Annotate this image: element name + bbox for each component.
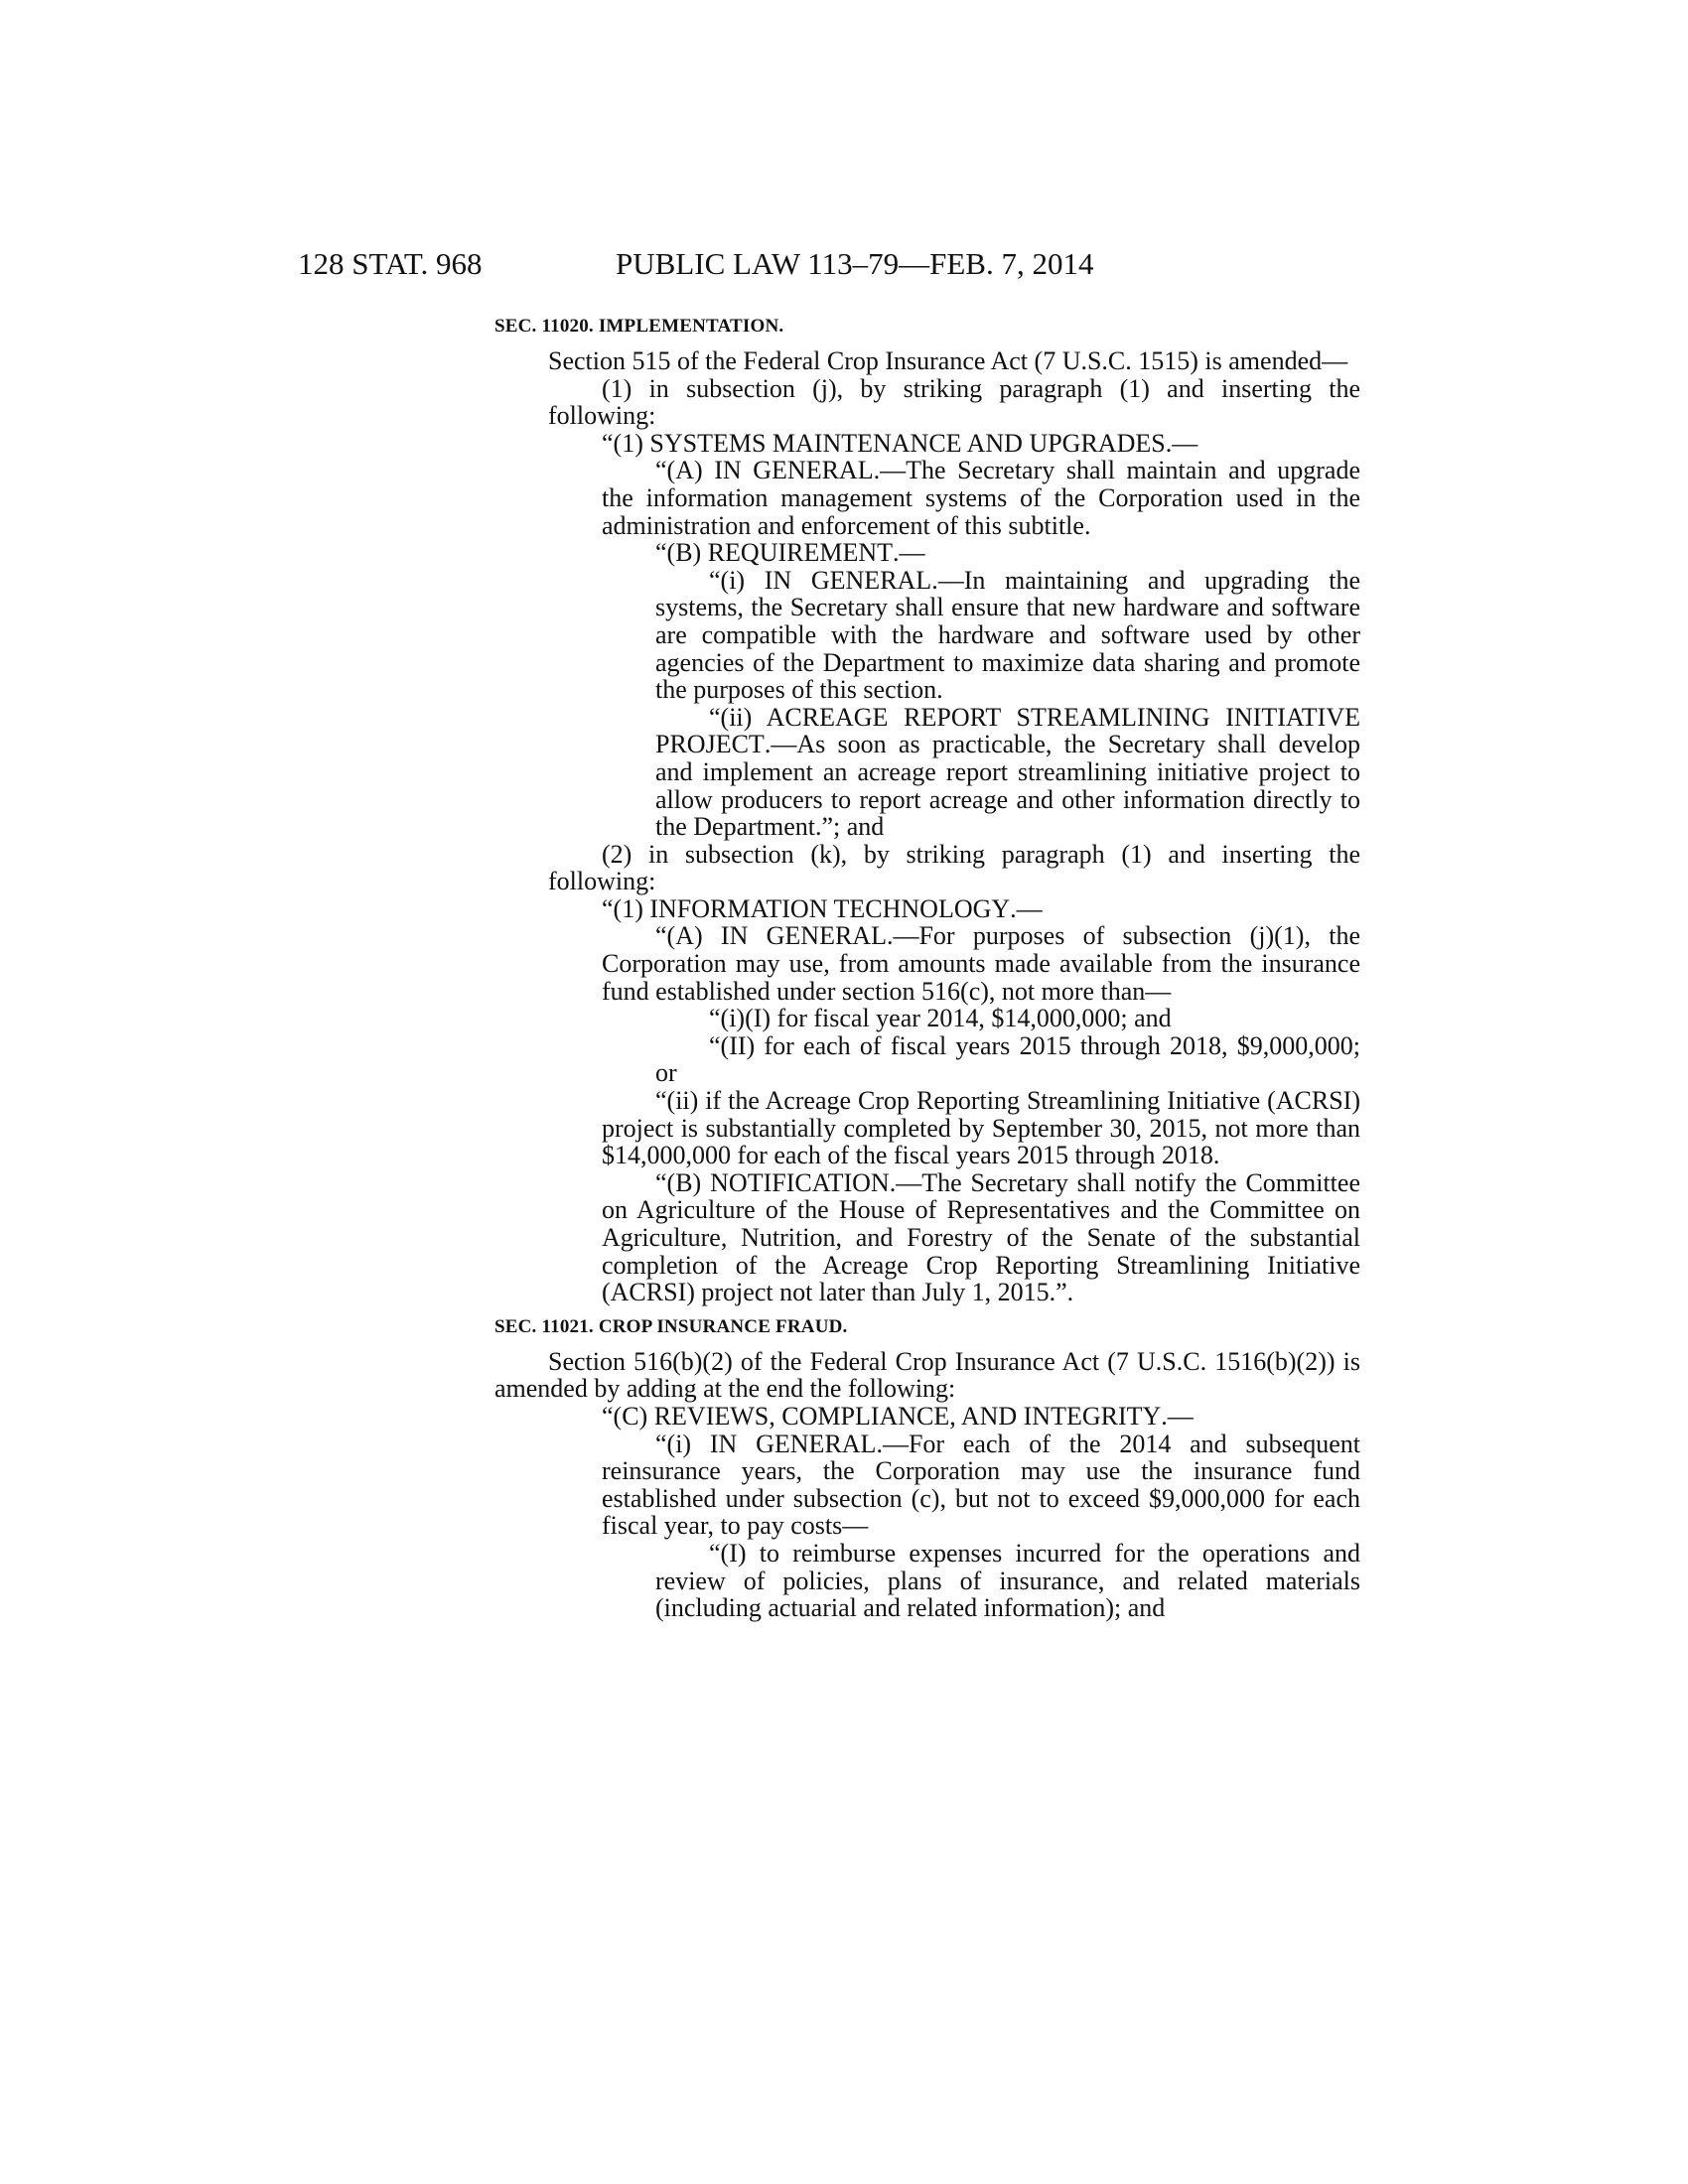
subparagraph-A: “(A) IN GENERAL.—The Secretary shall maintain and upgrade the information management systems of the Corporation used in the administration and enforcement of this subtitle. bbox=[602, 456, 1360, 540]
subclause-C-i-I: “(I) to reimburse expenses incurred for the operations and review of policies, plans of insurance, and related materials (including actuarial and related information); and bbox=[655, 1538, 1360, 1623]
running-title: PUBLIC LAW 113–79—FEB. 7, 2014 bbox=[616, 246, 1094, 281]
statute-page-number: 128 STAT. 968 bbox=[298, 246, 483, 281]
page-header bbox=[298, 246, 1360, 286]
paragraph-2-heading: “(1) INFORMATION TECHNOLOGY.— bbox=[602, 893, 1043, 923]
section-11021-intro: Section 516(b)(2) of the Federal Crop Insurance Act (7 U.S.C. 1516(b)(2)) is amended by adding at the end the following: bbox=[494, 1346, 1360, 1404]
subparagraph-C-heading: “(C) REVIEWS, COMPLIANCE, AND INTEGRITY.— bbox=[602, 1401, 1194, 1431]
clause-B-ii: “(ii) ACREAGE REPORT STREAMLINING INITIATIVE PROJECT.—As soon as practicable, the Secretary shall develop and implement an acreage report streamlining initiative project to allow producers to report acreage and other information directly to the Department.”; and bbox=[655, 702, 1360, 842]
subparagraph-B-heading: “(B) REQUIREMENT.— bbox=[655, 538, 925, 568]
paragraph-2: (2) in subsection (k), by striking paragraph (1) and inserting the following: bbox=[548, 839, 1360, 896]
section-heading-11020: SEC. 11020. IMPLEMENTATION. bbox=[494, 316, 784, 337]
paragraph-2-subparagraph-A: “(A) IN GENERAL.—For purposes of subsection (j)(1), the Corporation may use, from amounts made available from the insurance fund established under section 516(c), not more than— bbox=[602, 921, 1360, 1006]
clause-C-i: “(i) IN GENERAL.—For each of the 2014 and subsequent reinsurance years, the Corporation may use the insurance fund established under subsection (c), but not to exceed $9,000,000 for each fiscal year, to pay costs— bbox=[602, 1429, 1360, 1541]
clause-A-ii: “(ii) if the Acreage Crop Reporting Streamlining Initiative (ACRSI) project is substantially completed by September 30, 2015, not more than $14,000,000 for each of the fiscal years 2015 through 2018. bbox=[602, 1086, 1360, 1170]
document-body bbox=[494, 316, 1360, 1622]
paragraph-1-heading: “(1) SYSTEMS MAINTENANCE AND UPGRADES.— bbox=[602, 428, 1198, 458]
subparagraph-B-notification: “(B) NOTIFICATION.—The Secretary shall notify the Committee on Agriculture of the House of Representatives and the Committee on Agriculture, Nutrition, and Forestry of the Senate of the substantial completion of the Acreage Crop Reporting Streamlining Initiative (ACRSI) project not later than July 1, 2015.”. bbox=[602, 1167, 1360, 1307]
section-heading-11021: SEC. 11021. CROP INSURANCE FRAUD. bbox=[494, 1315, 848, 1337]
section-11020-intro: Section 515 of the Federal Crop Insurance Act (7 U.S.C. 1515) is amended— bbox=[548, 346, 1348, 375]
clause-A-i-I: “(i)(I) for fiscal year 2014, $14,000,000; and bbox=[709, 1004, 1172, 1033]
subclause-A-II: “(II) for each of fiscal years 2015 through 2018, $9,000,000; or bbox=[655, 1030, 1360, 1088]
paragraph-1: (1) in subsection (j), by striking paragraph (1) and inserting the following: bbox=[548, 373, 1360, 431]
clause-B-i: “(i) IN GENERAL.—In maintaining and upgrading the systems, the Secretary shall ensure that new hardware and software are compatible with the hardware and software used by other agencies of the Department to maximize data sharing and promote the purposes of this section. bbox=[655, 565, 1360, 705]
